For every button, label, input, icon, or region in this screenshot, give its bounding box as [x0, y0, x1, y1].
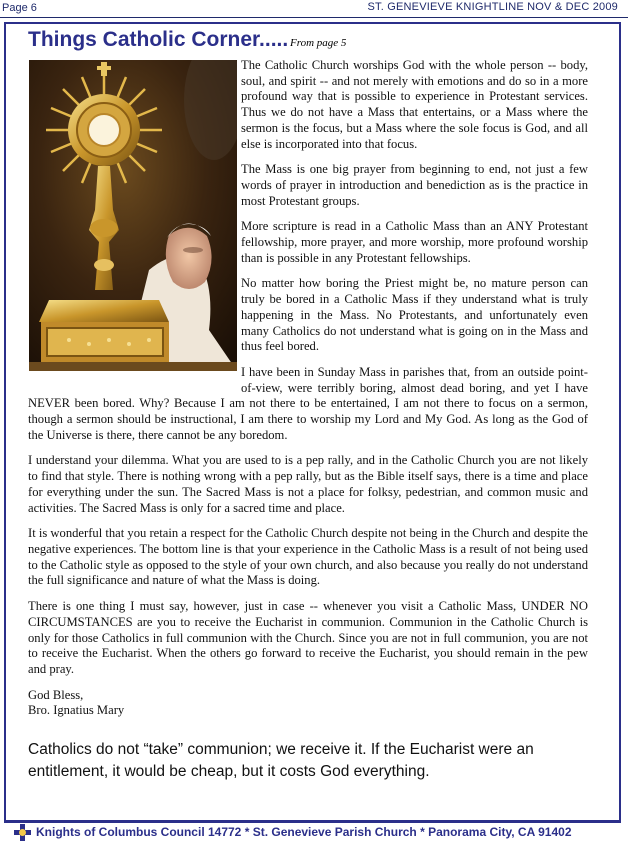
page-footer	[12, 823, 618, 843]
article-body	[28, 58, 588, 719]
photo-float-spacer	[28, 58, 241, 381]
knights-of-columbus-cross-icon	[14, 824, 31, 841]
paragraph-5: I have been in Sunday Mass in parishes that, from an outside point-of-view, were terribly boring, almost dead boring, and yet I have NEVER been bored. Why? Because I am not there to be entertained, I am not there to focus on a sermon, though a sermon should be instructional, I am there to worship my Lord and My God. As long as the God of the Universe is there, there cannot be any boredom.	[28, 364, 588, 442]
paragraph-6: I understand your dilemma. What you are used to is a pep rally, and in the Catholic Church you are not likely to find that style. There is nothing wrong with a pep rally, but as the Bible itself says, there is a time and place for everything under the sun. The Sacred Mass is not a place for folksy, pedestrian, and common music and activities. The Sacred Mass is only for a sacred time and place.	[28, 453, 588, 515]
author-signature: Bro. Ignatius Mary	[28, 703, 125, 718]
footer-text: Knights of Columbus Council 14772 * St. Genevieve Parish Church * Panorama City, CA 91402	[36, 825, 572, 839]
page-number: Page 6	[2, 2, 37, 14]
paragraph-8: There is one thing I must say, however, just in case -- whenever you visit a Catholic Mass, UNDER NO CIRCUMSTANCES are you to receive the Eucharist in communion. Communion in the Catholic Church is only for those Catholics in full communion with the Church. Since you are not in full communion, you are not to receive the Eucharist. When the others go forward to receive the Eucharist, you should remain in the pew and pray.	[28, 599, 588, 676]
newsletter-title: ST. GENEVIEVE KNIGHTLINE NOV & DEC 2009	[367, 1, 618, 13]
paragraph-7: It is wonderful that you retain a respect for the Catholic Church despite not being in the Church and despite the negative experiences. The bottom line is that your experience in the Catholic Mass is a result of not being used to the Catholic style as opposed to the style of your own church, and also because you really do not understand the full significance and nature of what the Mass is doing.	[28, 526, 588, 588]
article-title: Things Catholic Corner.....	[28, 28, 289, 51]
page-header	[0, 0, 628, 18]
pull-quote: Catholics do not “take” communion; we receive it. If the Eucharist were an entitlement, it would be cheap, but it costs God everything.	[28, 741, 534, 780]
closing-line: God Bless,	[28, 687, 84, 702]
paragraph-4: No matter how boring the Priest might be, no mature person can truly be bored in a Catholic Mass if they understand what is truly happening in the Mass. No Protestants, and unfortunately even many Catholics do not understand what is going on in the Mass and thus feel bored.	[241, 276, 588, 354]
paragraph-2: The Mass is one big prayer from beginning to end, not just a few words of prayer in introduction and benediction as is the practice in most Protestant groups.	[241, 162, 588, 208]
signature-block	[28, 688, 588, 719]
paragraph-3: More scripture is read in a Catholic Mass than an ANY Protestant fellowship, more prayer, and more worship, more profound worship than is possible in any Protestant fellowships.	[241, 219, 588, 265]
paragraph-1: The Catholic Church worships God with the whole person -- body, soul, and spirit -- and not merely with emotions and do so in a more profound way that is possible to experience in Protestant services. Thus we do not have a Mass that entertains, or a Mass where the sermon is the focus, but a Mass where the sole focus is God, and all else is incorporated into that focus.	[241, 58, 588, 151]
header-divider	[0, 17, 628, 18]
continued-from-note: From page 5	[290, 37, 347, 49]
